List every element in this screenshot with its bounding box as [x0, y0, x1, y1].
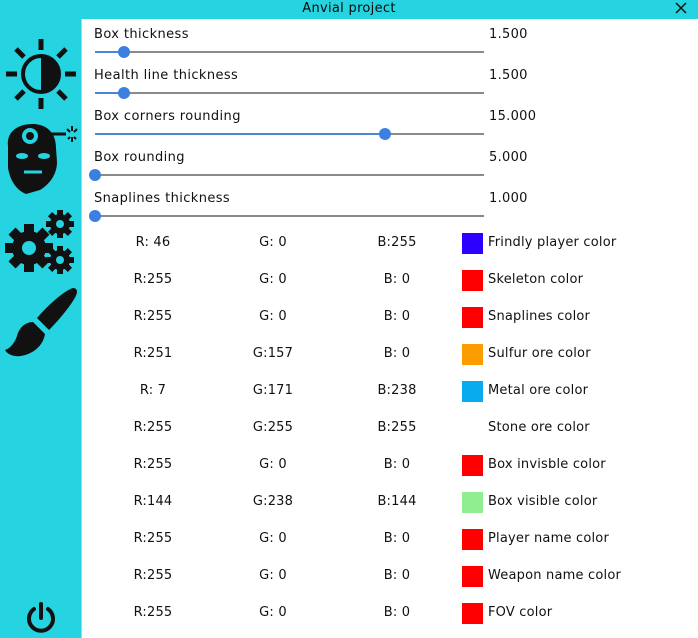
slider-value: 1.000: [489, 191, 528, 206]
head-target-icon[interactable]: [0, 121, 81, 197]
blue-value[interactable]: B: 0: [383, 346, 411, 361]
slider-box-rounding: [82, 150, 698, 191]
slider-thumb[interactable]: [118, 87, 130, 99]
color-swatch[interactable]: [462, 381, 483, 402]
color-row-skeleton: [82, 262, 698, 299]
color-row-sulfur-ore: [82, 336, 698, 373]
green-value[interactable]: G:171: [252, 383, 294, 398]
color-row-box-invisble: [82, 447, 698, 484]
red-value[interactable]: R:255: [133, 531, 173, 546]
power-icon[interactable]: [0, 600, 81, 636]
red-value[interactable]: R:255: [133, 309, 173, 324]
green-value[interactable]: G:255: [252, 420, 294, 435]
slider-label: Box corners rounding: [94, 109, 241, 124]
red-value[interactable]: R: 7: [139, 383, 167, 398]
blue-value[interactable]: B: 0: [383, 272, 411, 287]
color-swatch[interactable]: [462, 307, 483, 328]
green-value[interactable]: G: 0: [259, 235, 287, 250]
slider-track[interactable]: [95, 87, 484, 99]
green-value[interactable]: G: 0: [259, 568, 287, 583]
slider-health-line-thickness: [82, 68, 698, 109]
red-value[interactable]: R:251: [133, 346, 173, 361]
half-sun-icon[interactable]: [0, 35, 81, 113]
slider-thumb[interactable]: [89, 169, 101, 181]
color-label: Metal ore color: [488, 383, 589, 398]
green-value[interactable]: G:157: [252, 346, 294, 361]
slider-thumb[interactable]: [379, 128, 391, 140]
slider-label: Snaplines thickness: [94, 191, 231, 206]
slider-thumb[interactable]: [118, 46, 130, 58]
green-value[interactable]: G: 0: [259, 457, 287, 472]
paintbrush-icon[interactable]: [0, 283, 81, 363]
slider-value: 1.500: [489, 27, 528, 42]
color-label: Player name color: [488, 531, 609, 546]
blue-value[interactable]: B: 0: [383, 605, 411, 620]
color-label: Box visible color: [488, 494, 598, 509]
color-label: Snaplines color: [488, 309, 591, 324]
slider-label: Box thickness: [94, 27, 189, 42]
red-value[interactable]: R:255: [133, 568, 173, 583]
color-row-metal-ore: [82, 373, 698, 410]
gears-icon[interactable]: [0, 207, 81, 277]
window-title: Anvial project: [302, 1, 396, 16]
green-value[interactable]: G: 0: [259, 605, 287, 620]
blue-value[interactable]: B:255: [377, 235, 417, 250]
color-swatch[interactable]: [462, 492, 483, 513]
color-row-fov: [82, 595, 698, 632]
sidebar: [0, 19, 81, 638]
slider-label: Health line thickness: [94, 68, 239, 83]
color-label: FOV color: [488, 605, 553, 620]
red-value[interactable]: R:144: [133, 494, 173, 509]
red-value[interactable]: R: 46: [135, 235, 171, 250]
color-label: Skeleton color: [488, 272, 584, 287]
red-value[interactable]: R:255: [133, 457, 173, 472]
blue-value[interactable]: B:238: [377, 383, 417, 398]
title-bar: [0, 0, 698, 19]
slider-track[interactable]: [95, 210, 484, 222]
green-value[interactable]: G: 0: [259, 531, 287, 546]
color-row-box-visible: [82, 484, 698, 521]
color-swatch[interactable]: [462, 233, 483, 254]
slider-value: 15.000: [489, 109, 537, 124]
green-value[interactable]: G: 0: [259, 309, 287, 324]
slider-box-thickness: [82, 27, 698, 68]
color-row-snaplines: [82, 299, 698, 336]
color-swatch[interactable]: [462, 603, 483, 624]
slider-box-corners-rounding: [82, 109, 698, 150]
color-label: Frindly player color: [488, 235, 617, 250]
color-swatch[interactable]: [462, 344, 483, 365]
blue-value[interactable]: B: 0: [383, 568, 411, 583]
slider-value: 1.500: [489, 68, 528, 83]
red-value[interactable]: R:255: [133, 420, 173, 435]
blue-value[interactable]: B:255: [377, 420, 417, 435]
color-swatch[interactable]: [462, 270, 483, 291]
color-label: Weapon name color: [488, 568, 622, 583]
color-row-frindly-player: [82, 225, 698, 262]
color-label: Sulfur ore color: [488, 346, 591, 361]
blue-value[interactable]: B: 0: [383, 531, 411, 546]
color-row-player-name: [82, 521, 698, 558]
blue-value[interactable]: B: 0: [383, 457, 411, 472]
color-row-stone-ore: [82, 410, 698, 447]
red-value[interactable]: R:255: [133, 272, 173, 287]
slider-value: 5.000: [489, 150, 528, 165]
close-icon[interactable]: [674, 1, 688, 15]
blue-value[interactable]: B: 0: [383, 309, 411, 324]
red-value[interactable]: R:255: [133, 605, 173, 620]
color-swatch[interactable]: [462, 566, 483, 587]
green-value[interactable]: G:238: [252, 494, 294, 509]
slider-label: Box rounding: [94, 150, 185, 165]
color-swatch[interactable]: [462, 455, 483, 476]
color-label: Stone ore color: [488, 420, 590, 435]
slider-track[interactable]: [95, 128, 484, 140]
slider-fill: [95, 133, 385, 135]
settings-panel: [81, 19, 698, 638]
color-swatch[interactable]: [462, 418, 483, 439]
color-swatch[interactable]: [462, 529, 483, 550]
color-label: Box invisble color: [488, 457, 606, 472]
blue-value[interactable]: B:144: [377, 494, 417, 509]
slider-thumb[interactable]: [89, 210, 101, 222]
slider-track[interactable]: [95, 46, 484, 58]
green-value[interactable]: G: 0: [259, 272, 287, 287]
slider-track[interactable]: [95, 169, 484, 181]
color-row-weapon-name: [82, 558, 698, 595]
